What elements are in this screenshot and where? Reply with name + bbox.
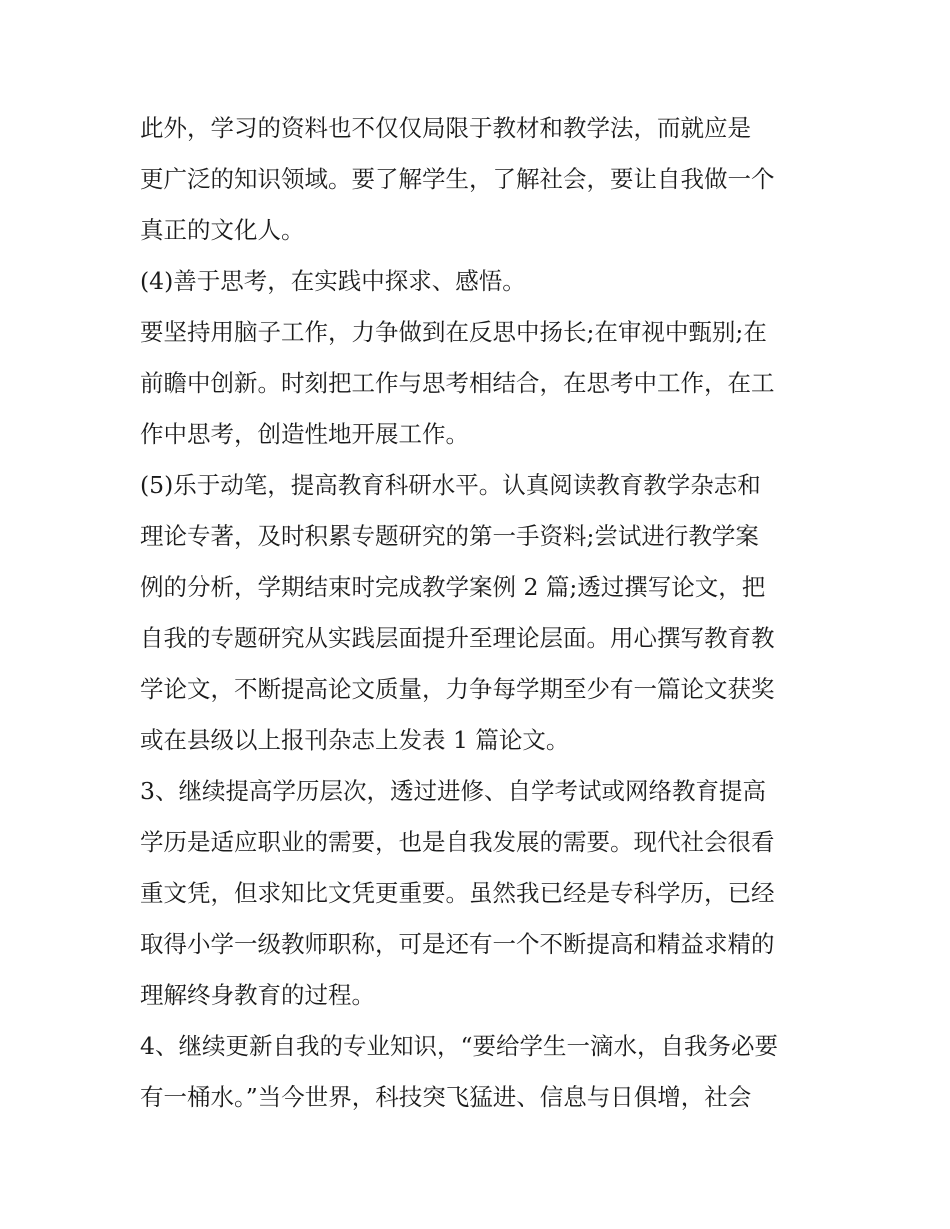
text-line: 作中思考，创造性地开展工作。 [140,420,469,448]
text-line: 更广泛的知识领域。要了解学生，了解社会，要让自我做一个 [140,165,775,193]
text-line: 取得小学一级教师职称，可是还有一个不断提高和精益求精的 [140,930,775,958]
text-line: 理论专著，及时积累专题研究的第一手资料;尝试进行教学案 [140,522,759,550]
text-line: 自我的专题研究从实践层面提升至理论层面。用心撰写教育教 [140,624,775,652]
text-line: 学论文，不断提高论文质量，力争每学期至少有一篇论文获奖 [140,675,775,703]
document-body [140,103,820,1123]
text-line: 要坚持用脑子工作，力争做到在反思中扬长;在审视中甄别;在 [140,318,767,346]
text-line: 理解终身教育的过程。 [140,981,375,1009]
section-item-3: 3、继续提高学历层次，透过进修、自学考试或网络教育提高 [140,777,766,805]
text-line: 例的分析，学期结束时完成教学案例 2 篇;透过撰写论文，把 [140,573,766,601]
section-heading-5: (5)乐于动笔，提高教育科研水平。认真阅读教育教学杂志和 [140,471,761,499]
text-line: 学历是适应职业的需要，也是自我发展的需要。现代社会很看 [140,828,775,856]
text-line: 前瞻中创新。时刻把工作与思考相结合，在思考中工作，在工 [140,369,775,397]
text-line: 有一桶水。”当今世界，科技突飞猛进、信息与日俱增，社会 [140,1083,752,1111]
text-line: 或在县级以上报刊杂志上发表 1 篇论文。 [140,726,570,754]
section-item-4: 4、继续更新自我的专业知识，“要给学生一滴水，自我务必要 [140,1032,778,1060]
section-heading-4: (4)善于思考，在实践中探求、感悟。 [140,267,526,295]
text-line: 重文凭，但求知比文凭更重要。虽然我已经是专科学历，已经 [140,879,775,907]
text-line: 此外，学习的资料也不仅仅局限于教材和教学法，而就应是 [140,114,751,142]
text-line: 真正的文化人。 [140,216,305,244]
